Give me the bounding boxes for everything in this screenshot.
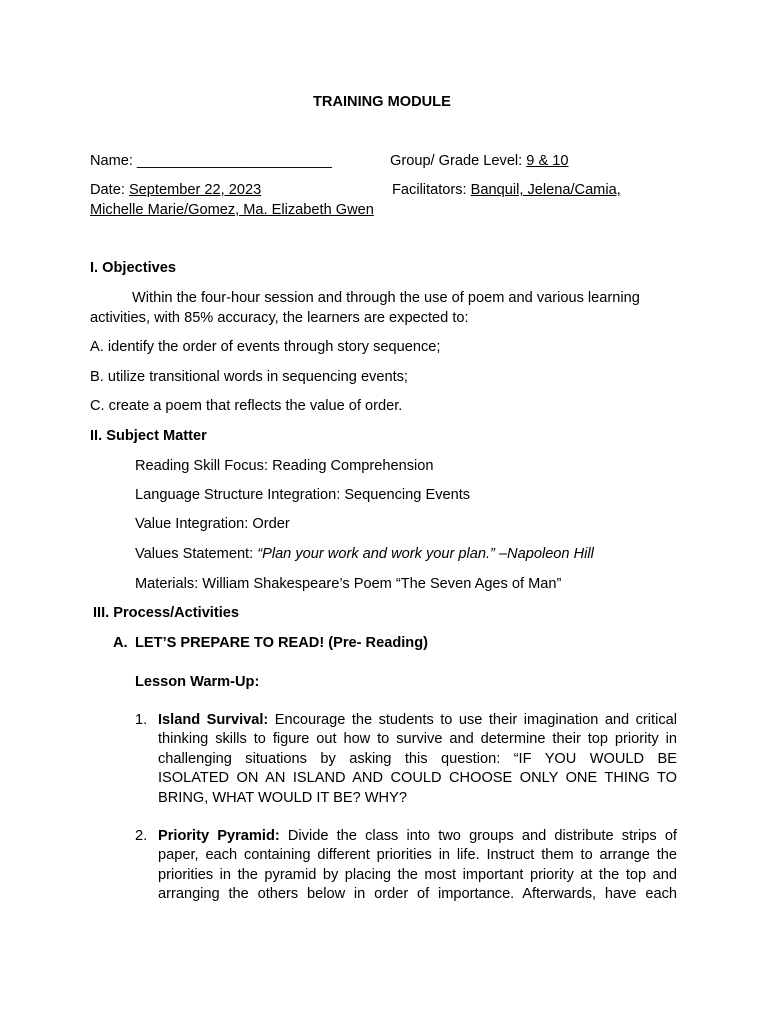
objective-item: B. utilize transitional words in sequencing events; bbox=[90, 369, 408, 385]
activity-line: challenging situations by asking this question: “IF YOU WOULD BE bbox=[158, 750, 677, 767]
objectives-heading: I. Objectives bbox=[90, 260, 176, 276]
values-statement bbox=[135, 545, 594, 564]
facilitators-value-line2: Michelle Marie/Gomez, Ma. Elizabeth Gwen bbox=[90, 202, 374, 218]
activity-line: Island Survival: Encourage the students to use their imagination and critical bbox=[158, 712, 677, 728]
subject-matter-heading: II. Subject Matter bbox=[90, 428, 207, 444]
activity-number: 1. bbox=[135, 712, 148, 728]
activity-number: 2. bbox=[135, 828, 148, 844]
name-blank: ________________________ bbox=[137, 153, 332, 169]
activity-island-survival bbox=[158, 711, 677, 808]
language-structure-integration: Language Structure Integration: Sequencing Events bbox=[135, 487, 471, 503]
activity-line: BRING, WHAT WOULD IT BE? WHY? bbox=[158, 789, 407, 806]
objectives-intro-line1: Within the four-hour session and through the use of poem and various learning bbox=[132, 290, 640, 306]
activity-line: ISOLATED ON AN ISLAND AND COULD CHOOSE ONLY ONE THING TO bbox=[158, 770, 677, 787]
activity-line: thinking skills to figure out how to survive and determine their top priority in bbox=[158, 731, 677, 748]
value-integration: Value Integration: Order bbox=[135, 516, 290, 532]
objective-item: A. identify the order of events through story sequence; bbox=[90, 339, 441, 355]
objectives-intro-line2: activities, with 85% accuracy, the learners are expected to: bbox=[90, 310, 469, 326]
activity-line: Priority Pyramid: Divide the class into two groups and distribute strips of bbox=[158, 828, 677, 844]
materials: Materials: William Shakespeare’s Poem “The Seven Ages of Man” bbox=[135, 576, 562, 592]
activity-line: arranging the others below in order of importance. Afterwards, have each bbox=[158, 886, 677, 903]
reading-skill-focus: Reading Skill Focus: Reading Comprehension bbox=[135, 458, 434, 474]
process-heading: III. Process/Activities bbox=[93, 605, 240, 621]
name-field bbox=[90, 152, 332, 171]
values-statement-label: Values Statement: bbox=[135, 546, 258, 562]
facilitators-value-line1: Banquil, Jelena/Camia, bbox=[470, 182, 621, 198]
group-grade-label: Group/ Grade Level: bbox=[390, 153, 523, 169]
name-label: Name: bbox=[90, 153, 133, 169]
facilitators-label: Facilitators: bbox=[392, 182, 467, 198]
pre-reading-marker: A. bbox=[113, 635, 128, 651]
activity-line: paper, each containing different priorities in life. Instruct them to arrange the bbox=[158, 847, 677, 864]
activity-line: priorities in the pyramid by placing the most important priority at the top and bbox=[158, 866, 677, 883]
facilitators-field bbox=[392, 181, 621, 200]
activity-title: Priority Pyramid: bbox=[158, 828, 280, 844]
activity-title: Island Survival: bbox=[158, 712, 269, 728]
document-title: TRAINING MODULE bbox=[313, 94, 451, 110]
date-field bbox=[90, 181, 261, 200]
pre-reading-subheading: LET’S PREPARE TO READ! (Pre- Reading) bbox=[135, 635, 428, 651]
values-statement-quote: “Plan your work and work your plan.” –Napoleon Hill bbox=[257, 546, 594, 562]
activity-priority-pyramid bbox=[158, 827, 677, 905]
objective-item: C. create a poem that reflects the value of order. bbox=[90, 398, 403, 414]
group-grade-field bbox=[390, 152, 569, 171]
date-value: September 22, 2023 bbox=[128, 182, 262, 198]
date-label: Date: bbox=[90, 182, 125, 198]
lesson-warm-up-heading: Lesson Warm-Up: bbox=[135, 674, 260, 690]
group-grade-value: 9 & 10 bbox=[526, 153, 569, 169]
